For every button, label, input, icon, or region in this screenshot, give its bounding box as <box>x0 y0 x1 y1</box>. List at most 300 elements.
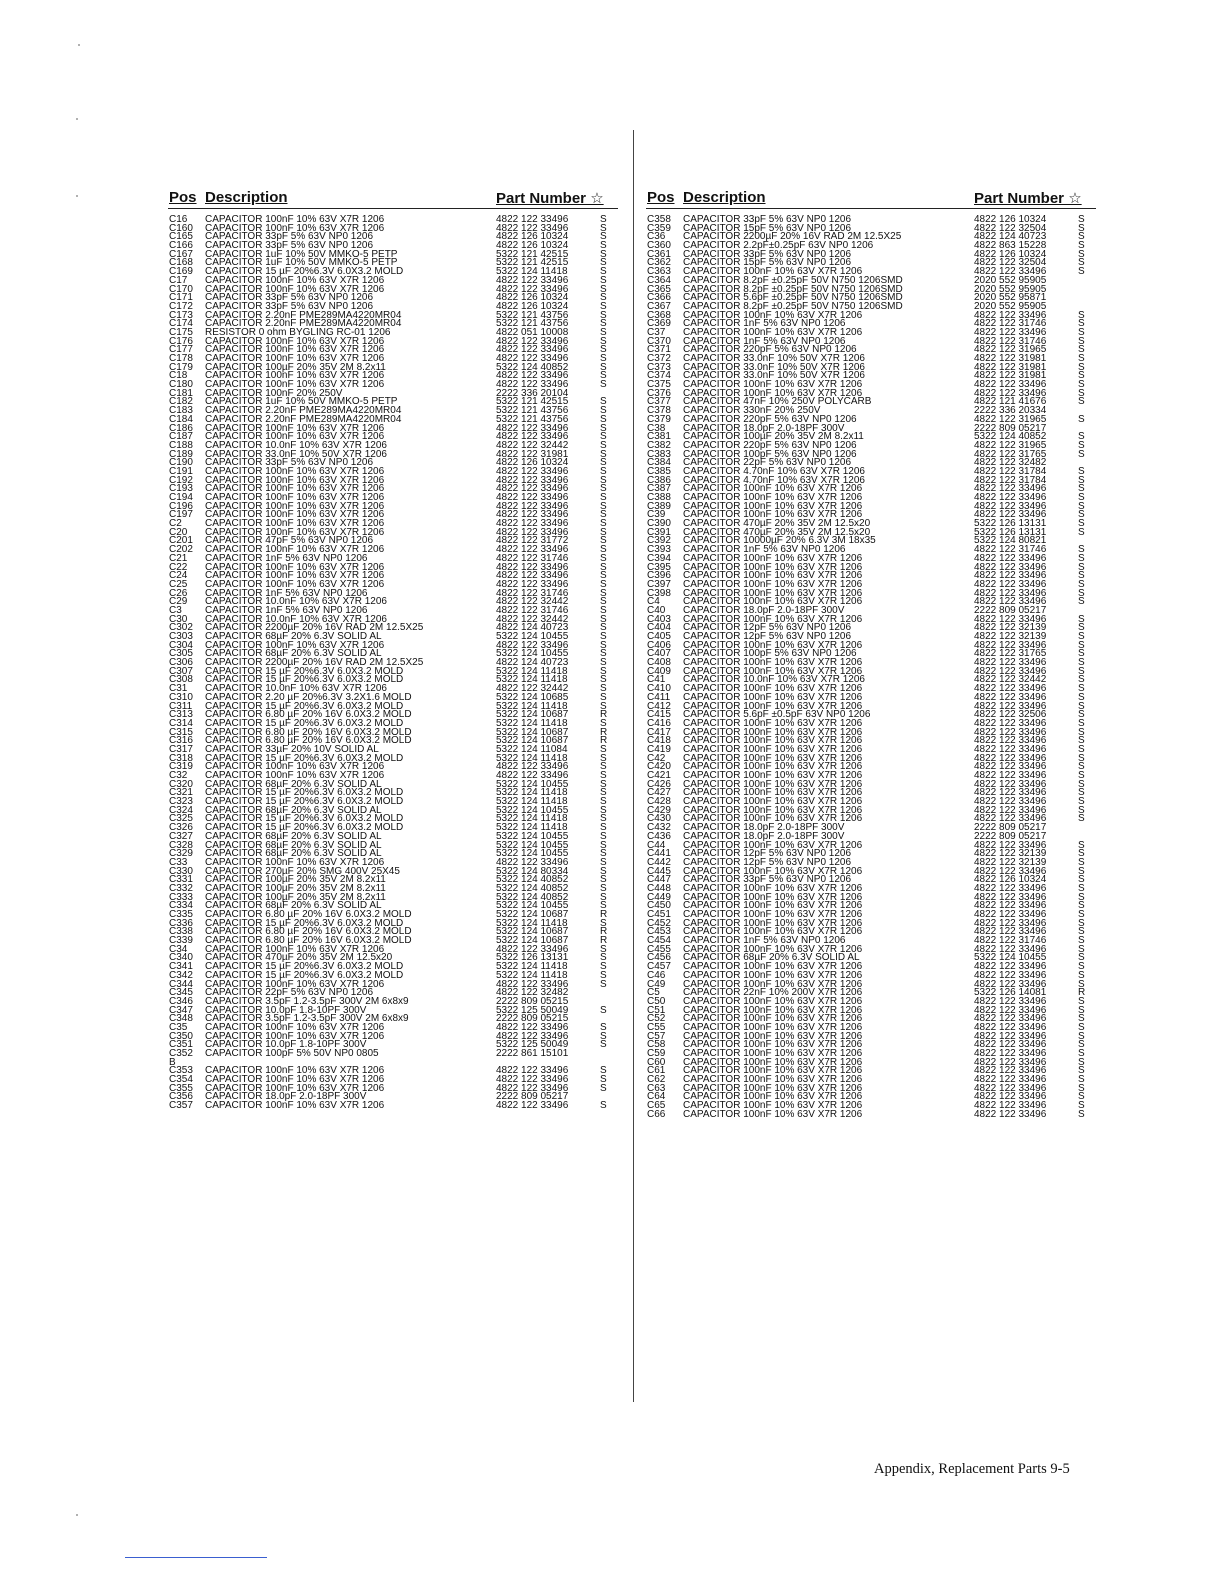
part-number: 5322 125 50049 <box>496 1004 569 1016</box>
part-description: CAPACITOR 100nF 10% 63V X7R 1206 <box>205 518 385 530</box>
part-description: CAPACITOR 1nF 5% 63V NP0 1206 <box>683 544 846 556</box>
part-flag: S <box>600 943 607 955</box>
part-number: 4822 122 31772 <box>496 535 569 547</box>
part-description: CAPACITOR 47pF 5% 63V NP0 1206 <box>205 535 374 547</box>
part-number: 2222 809 05215 <box>496 1013 569 1025</box>
part-flag: S <box>1078 761 1085 773</box>
position-designator: C367 <box>647 300 671 312</box>
part-flag: R <box>600 909 608 920</box>
position-designator: C405 <box>647 631 671 642</box>
position-designator: C370 <box>647 335 671 347</box>
part-flag: S <box>1078 917 1085 929</box>
part-flag: S <box>1078 518 1085 530</box>
part-number: 4822 122 33496 <box>974 596 1047 608</box>
part-description: CAPACITOR 12pF 5% 63V NP0 1206 <box>683 631 852 642</box>
part-description: CAPACITOR 100nF 10% 63V X7R 1206 <box>683 717 863 729</box>
part-flag: S <box>600 830 607 842</box>
part-flag: S <box>1078 1082 1085 1094</box>
part-flag: S <box>1078 874 1085 886</box>
part-flag: S <box>1078 631 1085 642</box>
position-designator: C360 <box>647 240 671 252</box>
part-number: 4822 122 33496 <box>974 796 1047 808</box>
part-flag: S <box>600 631 607 642</box>
column-header <box>646 188 1096 209</box>
position-designator: C304 <box>169 639 193 651</box>
position-designator: C352 <box>169 1048 193 1059</box>
part-number: 5322 124 11418 <box>496 717 568 729</box>
position-designator: C174 <box>169 318 193 330</box>
part-flag: S <box>600 1100 607 1112</box>
part-description: CAPACITOR 220pF 5% 63V NP0 1206 <box>683 439 857 451</box>
part-number: 5322 124 11418 <box>496 665 568 677</box>
column-header <box>168 188 618 209</box>
part-description: CAPACITOR 100pF 5% 63V NP0 1206 <box>683 448 857 460</box>
position-designator: C44 <box>647 839 666 851</box>
part-description: CAPACITOR 100nF 10% 63V X7R 1206 <box>683 1056 863 1068</box>
part-flag: S <box>600 865 607 877</box>
part-number: 4822 122 33496 <box>974 978 1047 990</box>
part-description: CAPACITOR 100nF 10% 63V X7R 1206 <box>683 796 863 808</box>
part-number: 4822 122 33496 <box>974 561 1047 573</box>
part-description: CAPACITOR 15 µF 20%6.3V 6.0X3.2 MOLD <box>205 665 404 677</box>
part-flag: S <box>1078 657 1085 669</box>
position-designator: C333 <box>169 891 193 903</box>
part-flag: R <box>600 735 608 747</box>
part-number: 2222 809 05217 <box>974 830 1047 842</box>
part-flag: S <box>600 257 607 269</box>
part-number: 5322 124 80821 <box>974 535 1047 547</box>
part-number: 2222 809 05217 <box>496 1091 569 1103</box>
position-designator: C25 <box>169 578 188 590</box>
position-designator: C430 <box>647 813 671 825</box>
part-description: CAPACITOR 10.0nF 10% 63V X7R 1206 <box>205 596 387 608</box>
part-number: 5322 124 11418 <box>496 796 568 808</box>
scan-speck <box>78 44 80 46</box>
part-description: CAPACITOR 100nF 10% 63V X7R 1206 <box>683 1100 863 1112</box>
position-designator: C175 <box>169 326 193 338</box>
part-description: CAPACITOR 100nF 10% 63V X7R 1206 <box>205 856 385 868</box>
part-description: CAPACITOR 33pF 5% 63V NP0 1206 <box>683 874 852 886</box>
part-number: 4822 122 33496 <box>496 214 569 225</box>
part-number: 4822 122 33496 <box>496 509 569 521</box>
position-designator: C447 <box>647 874 671 886</box>
part-number: 5322 124 10687 <box>496 709 569 721</box>
part-flag: S <box>1078 266 1085 278</box>
position-designator: C41 <box>647 674 666 686</box>
part-description: CAPACITOR 100nF 10% 63V X7R 1206 <box>683 639 863 651</box>
part-flag: S <box>1078 257 1085 269</box>
part-flag: S <box>600 752 607 764</box>
part-description: CAPACITOR 100nF 10% 63V X7R 1206 <box>683 752 863 764</box>
part-flag: S <box>600 422 607 434</box>
position-designator: C409 <box>647 665 671 677</box>
part-description: CAPACITOR 3.5pF 1.2-3.5pF 300V 2M 6x8x9 <box>205 1013 409 1025</box>
part-number: 5322 124 11418 <box>496 674 568 686</box>
position-designator: C66 <box>647 1108 666 1120</box>
part-description: CAPACITOR 1uF 10% 50V MMKO-5 PETP <box>205 248 398 260</box>
part-description: CAPACITOR 100nF 10% 63V X7R 1206 <box>683 978 863 990</box>
position-designator: C325 <box>169 813 193 825</box>
part-description: CAPACITOR 100nF 10% 63V X7R 1206 <box>683 1074 863 1086</box>
part-description: CAPACITOR 100nF 10% 63V X7R 1206 <box>205 474 385 486</box>
position-designator: C362 <box>647 257 671 269</box>
part-description: CAPACITOR 100nF 10% 63V X7R 1206 <box>683 804 863 816</box>
part-flag: S <box>1078 813 1085 825</box>
part-flag: S <box>600 509 607 521</box>
part-number: 4822 122 33496 <box>496 500 569 512</box>
part-flag: S <box>1078 909 1085 920</box>
part-number: 4822 122 33496 <box>496 943 569 955</box>
part-number: 4822 122 33496 <box>496 465 569 477</box>
part-number: 4822 122 33496 <box>974 1082 1047 1094</box>
part-number: 4822 122 33496 <box>974 700 1047 712</box>
part-description: CAPACITOR 68µF 20% 6.3V SOLID AL <box>205 848 382 860</box>
part-number: 4822 122 33496 <box>496 492 569 503</box>
part-flag: S <box>1078 943 1085 955</box>
part-description: CAPACITOR 68µF 20% 6.3V SOLID AL <box>205 631 382 642</box>
position-designator: C420 <box>647 761 671 773</box>
part-flag: S <box>600 761 607 773</box>
part-number: 4822 122 33496 <box>496 422 569 434</box>
position-designator: C29 <box>169 596 188 608</box>
part-number: 2222 809 05217 <box>974 604 1047 616</box>
description-header: Description <box>205 189 288 206</box>
part-flag: S <box>600 1004 607 1016</box>
part-number: 4822 122 32442 <box>496 439 569 451</box>
position-designator: C378 <box>647 405 671 417</box>
part-flag: S <box>600 674 607 686</box>
position-designator: C4 <box>647 596 660 608</box>
position-designator: C316 <box>169 735 193 747</box>
part-description: CAPACITOR 33pF 5% 63V NP0 1206 <box>205 240 374 252</box>
part-number: 5322 124 10455 <box>496 778 569 790</box>
position-designator: C389 <box>647 500 671 512</box>
part-number: 4822 122 31965 <box>974 413 1047 425</box>
position-designator: C394 <box>647 552 671 564</box>
position-designator: C51 <box>647 1004 666 1016</box>
part-number: 4822 122 33496 <box>974 1039 1047 1051</box>
part-flag: S <box>600 266 607 278</box>
part-number: 4822 122 33496 <box>496 1082 569 1094</box>
position-designator: C326 <box>169 822 193 834</box>
part-number: 4822 122 32504 <box>974 257 1047 269</box>
part-flag: S <box>600 274 607 286</box>
part-flag: S <box>600 613 607 625</box>
position-designator: C327 <box>169 830 193 842</box>
position-designator: C396 <box>647 570 671 582</box>
part-description: CAPACITOR 100nF 10% 63V X7R 1206 <box>205 1030 385 1042</box>
position-designator: C37 <box>647 326 666 338</box>
position-designator: C348 <box>169 1013 193 1025</box>
part-number: 4822 122 33496 <box>496 526 569 538</box>
part-number: 5322 124 40852 <box>974 431 1047 443</box>
parts-row <box>168 1101 618 1110</box>
position-designator: C351 <box>169 1039 193 1051</box>
part-description: CAPACITOR 270µF 20% SMG 400V 25X45 <box>205 865 400 877</box>
position-designator: C60 <box>647 1056 666 1068</box>
position-designator: C303 <box>169 631 193 642</box>
part-flag: S <box>600 900 607 912</box>
part-number: 4822 122 33496 <box>974 804 1047 816</box>
pos-header: Pos <box>647 189 675 206</box>
part-description: CAPACITOR 100nF 10% 63V X7R 1206 <box>683 995 863 1007</box>
part-number-header: Part Number ☆ <box>496 190 604 207</box>
part-number: 4822 122 33496 <box>974 735 1047 747</box>
part-number: 4822 122 33496 <box>974 891 1047 903</box>
part-number: 5322 124 11418 <box>496 961 568 973</box>
part-number: 5322 124 10687 <box>496 726 569 738</box>
position-designator: C361 <box>647 248 671 260</box>
position-designator: C381 <box>647 431 671 443</box>
part-number: 4822 122 33496 <box>974 379 1047 391</box>
part-description: CAPACITOR 100nF 10% 63V X7R 1206 <box>205 222 385 234</box>
part-flag: S <box>600 457 607 469</box>
part-number: 4822 122 33496 <box>496 561 569 573</box>
scan-speck <box>76 118 78 120</box>
part-flag: S <box>1078 935 1085 947</box>
part-number: 4822 122 32442 <box>974 674 1047 686</box>
part-number: 5322 124 11418 <box>496 752 568 764</box>
position-designator: C22 <box>169 561 188 573</box>
part-flag: S <box>600 622 607 634</box>
part-flag: S <box>600 240 607 252</box>
position-designator: C52 <box>647 1013 666 1025</box>
position-designator: C353 <box>169 1065 193 1077</box>
part-flag: S <box>1078 995 1085 1007</box>
part-flag: S <box>1078 726 1085 738</box>
part-description: RESISTOR 0 ohm BYGLING RC-01 1206 <box>205 326 391 338</box>
part-number: 4822 122 32504 <box>974 222 1047 234</box>
part-number: 5322 121 42515 <box>496 248 569 260</box>
part-number: 5322 124 10687 <box>496 735 569 747</box>
part-description: CAPACITOR 100nF 10% 63V X7R 1206 <box>683 613 863 625</box>
position-designator: C194 <box>169 492 193 503</box>
part-number: 5322 124 11418 <box>496 969 568 981</box>
position-designator: C332 <box>169 882 193 894</box>
part-number: 4822 122 33496 <box>496 283 569 295</box>
part-description: CAPACITOR 100nF 10% 63V X7R 1206 <box>683 379 863 391</box>
position-designator: C176 <box>169 335 193 347</box>
part-number: 4822 122 33496 <box>974 882 1047 894</box>
position-designator: C197 <box>169 509 193 521</box>
part-number: 4822 122 33496 <box>496 353 569 364</box>
part-description: CAPACITOR 10.0nF 10% 63V X7R 1206 <box>205 439 387 451</box>
part-number: 4822 122 33496 <box>974 665 1047 677</box>
part-flag: S <box>600 856 607 868</box>
part-flag: S <box>1078 248 1085 260</box>
part-description: CAPACITOR 100nF 10% 63V X7R 1206 <box>683 961 863 973</box>
part-description: CAPACITOR 100nF 10% 63V X7R 1206 <box>683 726 863 738</box>
part-flag: S <box>1078 839 1085 851</box>
position-designator: C190 <box>169 457 193 469</box>
position-designator: C336 <box>169 917 193 929</box>
part-description: CAPACITOR 100nF 10% 63V X7R 1206 <box>683 509 863 521</box>
part-flag: S <box>1078 926 1085 938</box>
part-number: 4822 051 10008 <box>496 326 569 338</box>
position-designator: C379 <box>647 413 671 425</box>
part-description: CAPACITOR 10.0nF 10% 63V X7R 1206 <box>683 674 865 686</box>
part-number: 4822 122 33496 <box>974 1074 1047 1086</box>
position-designator: C20 <box>169 526 188 538</box>
part-flag: S <box>600 952 607 964</box>
position-designator: C359 <box>647 222 671 234</box>
part-flag: S <box>1078 309 1085 321</box>
part-description: CAPACITOR 100nF 10% 63V X7R 1206 <box>205 483 385 495</box>
part-number: 4822 122 33496 <box>974 1065 1047 1077</box>
position-designator: C313 <box>169 709 193 721</box>
part-flag: R <box>600 935 608 947</box>
part-description: CAPACITOR 6.80 µF 20% 16V 6.0X3.2 MOLD <box>205 726 412 738</box>
part-number: 4822 122 32506 <box>974 709 1047 721</box>
part-number: 4822 122 33496 <box>974 969 1047 981</box>
position-designator: C356 <box>169 1091 193 1103</box>
part-flag: S <box>1078 691 1085 703</box>
part-number: 5322 124 80334 <box>496 865 569 877</box>
position-designator: C201 <box>169 535 193 547</box>
part-flag: S <box>1078 648 1085 660</box>
part-description: CAPACITOR 470µF 20% 35V 2M 12.5x20 <box>205 952 393 964</box>
position-designator: C374 <box>647 370 671 382</box>
part-flag: R <box>1078 987 1086 999</box>
part-number: 5322 124 10455 <box>496 648 569 660</box>
part-number: 4822 122 33496 <box>496 570 569 582</box>
part-number: 4822 122 33496 <box>974 917 1047 929</box>
position-designator: C36 <box>647 231 666 243</box>
parts-row <box>646 1110 1096 1119</box>
position-designator: C455 <box>647 943 671 955</box>
part-number: 4822 122 33496 <box>974 683 1047 695</box>
part-number: 4822 122 33496 <box>496 978 569 990</box>
position-designator: C305 <box>169 648 193 660</box>
part-flag: S <box>600 448 607 460</box>
part-flag: S <box>600 804 607 816</box>
part-description: CAPACITOR 100nF 10% 63V X7R 1206 <box>205 370 385 382</box>
position-designator: C427 <box>647 787 671 799</box>
position-designator: C165 <box>169 231 193 243</box>
position-designator: C329 <box>169 848 193 860</box>
part-description: CAPACITOR 100nF 10% 63V X7R 1206 <box>205 526 385 538</box>
part-description: CAPACITOR 15pF 5% 63V NP0 1206 <box>683 222 852 234</box>
part-flag: S <box>1078 1039 1085 1051</box>
part-number: 4822 122 31981 <box>974 361 1047 373</box>
part-number: 4822 122 32482 <box>496 987 569 999</box>
part-description: CAPACITOR 18.0pF 2.0-18PF 300V <box>205 1091 367 1103</box>
part-number: 4822 122 33496 <box>974 1108 1047 1120</box>
part-description: CAPACITOR 100nF 10% 63V X7R 1206 <box>205 500 385 512</box>
part-description: CAPACITOR 2.2pF±0.25pF 63V NP0 1206 <box>683 240 874 252</box>
part-description: CAPACITOR 100nF 10% 63V X7R 1206 <box>683 1108 863 1120</box>
part-number: 4822 122 33496 <box>974 900 1047 912</box>
part-flag: S <box>1078 1004 1085 1016</box>
part-number: 4822 122 33496 <box>974 1100 1047 1112</box>
position-designator: C442 <box>647 856 671 868</box>
part-flag: S <box>1078 717 1085 729</box>
part-flag: S <box>600 1021 607 1033</box>
part-flag: S <box>600 492 607 503</box>
part-flag: S <box>1078 804 1085 816</box>
part-description: CAPACITOR 100nF 10% 63V X7R 1206 <box>683 266 863 278</box>
part-flag: S <box>1078 353 1085 364</box>
position-designator: C172 <box>169 300 193 312</box>
part-flag: S <box>600 300 607 312</box>
position-designator: C373 <box>647 361 671 373</box>
position-designator: C366 <box>647 292 671 304</box>
part-number: 4822 122 33496 <box>496 1030 569 1042</box>
position-designator: C160 <box>169 222 193 234</box>
part-description: CAPACITOR 100µF 20% 35V 2M 8.2x11 <box>205 361 386 373</box>
part-flag: S <box>1078 587 1085 599</box>
part-flag: S <box>1078 492 1085 503</box>
position-designator: C418 <box>647 735 671 747</box>
part-description: CAPACITOR 100nF 10% 63V X7R 1206 <box>683 839 863 851</box>
part-number: 4822 122 33496 <box>974 570 1047 582</box>
position-designator: C177 <box>169 344 193 356</box>
part-description: CAPACITOR 100nF 10% 63V X7R 1206 <box>683 969 863 981</box>
part-flag: S <box>1078 683 1085 695</box>
position-designator: C180 <box>169 379 193 391</box>
part-flag: S <box>600 665 607 677</box>
part-number: 4822 122 33496 <box>974 726 1047 738</box>
part-description: CAPACITOR 330nF 20% 250V <box>683 405 821 417</box>
part-number: 4822 122 33496 <box>974 578 1047 590</box>
part-number: 4822 122 33496 <box>974 309 1047 321</box>
part-flag: S <box>1078 969 1085 981</box>
part-description: CAPACITOR 2.20 µF 20%6.3V 3.2X1.6 MOLD <box>205 691 412 703</box>
part-flag: S <box>600 796 607 808</box>
part-description: CAPACITOR 33pF 5% 63V NP0 1206 <box>205 300 374 312</box>
part-flag: S <box>1078 370 1085 382</box>
position-designator: C377 <box>647 396 671 408</box>
column-divider <box>633 130 634 1402</box>
part-number: 2222 336 20334 <box>974 405 1047 417</box>
part-description: CAPACITOR 100nF 10% 63V X7R 1206 <box>683 309 863 321</box>
position-designator: C324 <box>169 804 193 816</box>
part-flag: S <box>600 657 607 669</box>
part-number: 4822 122 33496 <box>974 839 1047 851</box>
position-designator: C188 <box>169 439 193 451</box>
position-designator: C191 <box>169 465 193 477</box>
part-description: CAPACITOR 100nF 10% 63V X7R 1206 <box>683 770 863 781</box>
position-designator: C62 <box>647 1074 666 1086</box>
part-description: CAPACITOR 100nF 10% 63V X7R 1206 <box>683 917 863 929</box>
part-number: 4822 122 33496 <box>974 691 1047 703</box>
part-flag: S <box>600 353 607 364</box>
part-number: 4822 122 33496 <box>974 492 1047 503</box>
position-designator: C350 <box>169 1030 193 1042</box>
part-description: CAPACITOR 10.0pF 1.8-10PF 300V <box>205 1039 367 1051</box>
part-number: 4822 122 33496 <box>974 387 1047 399</box>
position-designator: C311 <box>169 700 193 712</box>
part-number: 4822 122 33496 <box>496 770 569 781</box>
part-number: 4822 122 33496 <box>496 639 569 651</box>
part-number: 4822 122 33496 <box>974 787 1047 799</box>
part-description: CAPACITOR 100nF 10% 63V X7R 1206 <box>205 544 385 556</box>
part-flag: S <box>600 535 607 547</box>
part-description: CAPACITOR 100nF 10% 63V X7R 1206 <box>683 743 863 755</box>
part-description: CAPACITOR 100nF 10% 63V X7R 1206 <box>683 891 863 903</box>
part-number: 2222 809 05215 <box>496 995 569 1007</box>
part-description: CAPACITOR 100nF 10% 63V X7R 1206 <box>205 509 385 521</box>
part-flag: S <box>600 848 607 860</box>
part-number: 4822 122 33496 <box>496 474 569 486</box>
part-number: 4822 122 33496 <box>974 500 1047 512</box>
part-number: 5322 124 10455 <box>496 804 569 816</box>
part-number: 4822 122 33496 <box>974 1056 1047 1068</box>
parts-list <box>168 215 618 1110</box>
position-designator: C449 <box>647 891 671 903</box>
part-flag: S <box>1078 335 1085 347</box>
part-description: CAPACITOR 100nF 10% 63V X7R 1206 <box>683 865 863 877</box>
